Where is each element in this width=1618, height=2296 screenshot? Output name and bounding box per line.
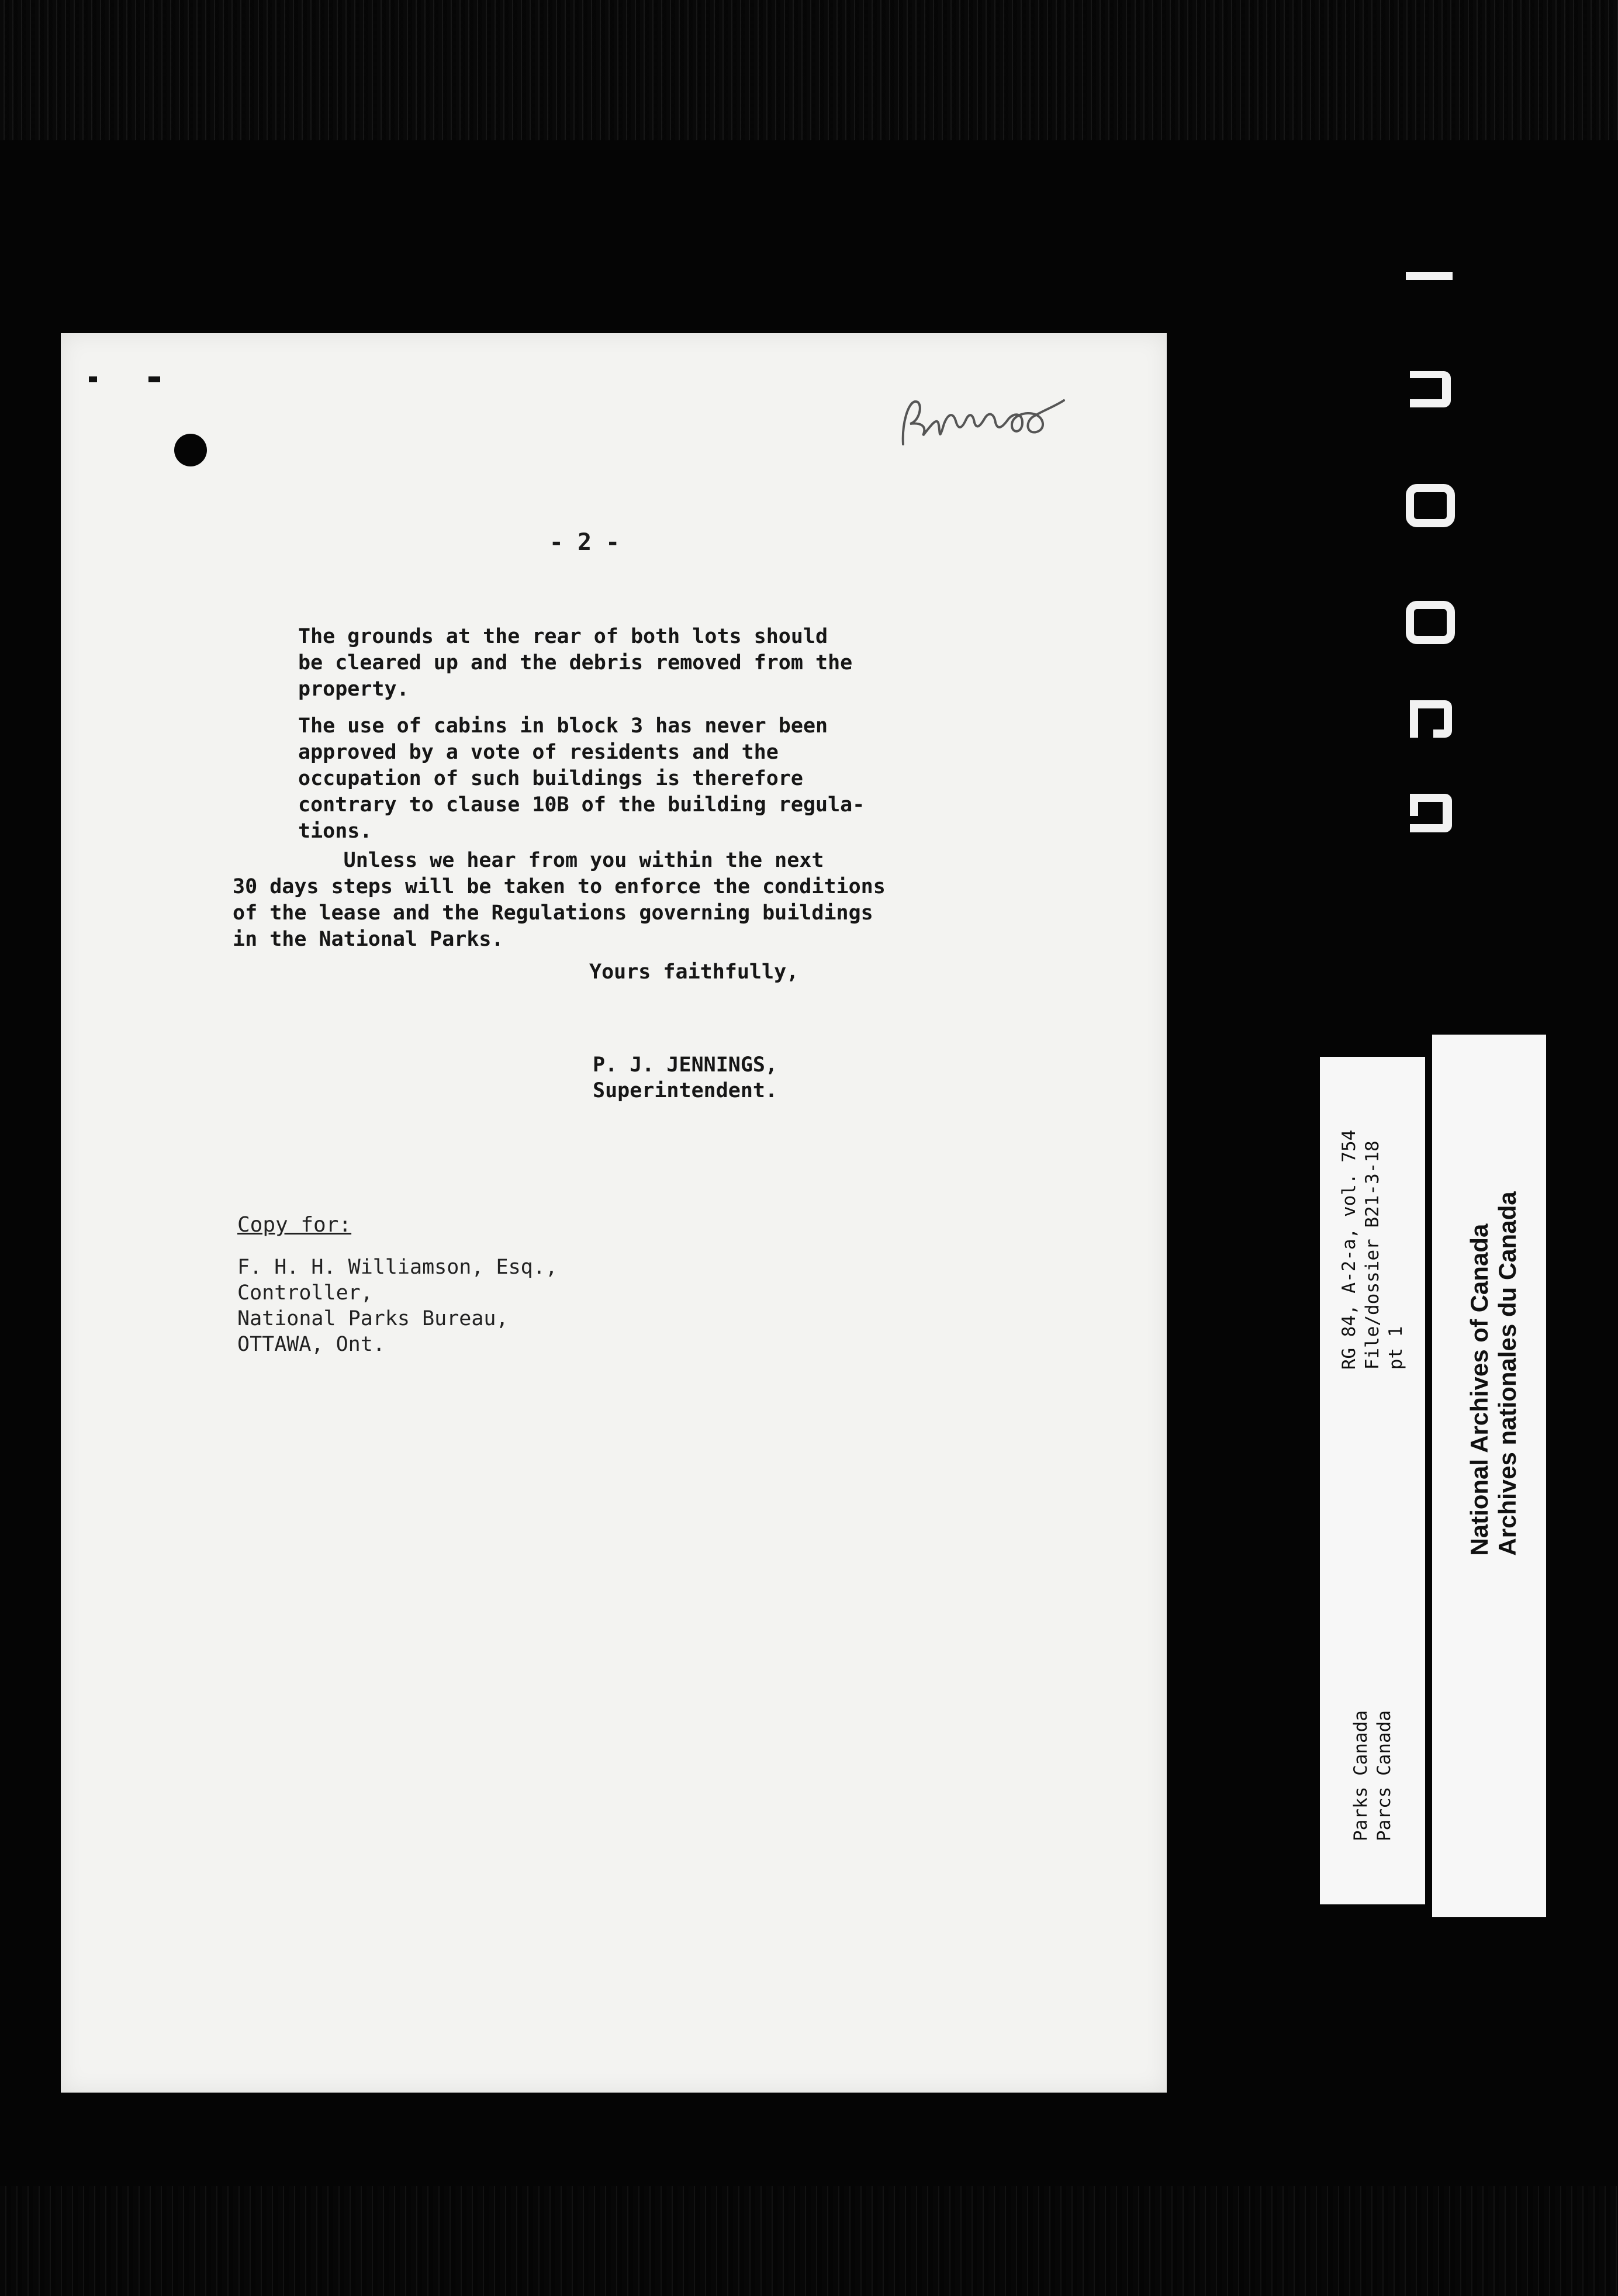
reference-line: RG 84, A-2-a, vol. 754: [1339, 1129, 1360, 1370]
copy-for-label: Copy for:: [237, 1213, 352, 1237]
institution-line: National Archives of Canada: [1465, 1223, 1493, 1556]
paragraph-notice: Unless we hear from you within the next 30 days steps will be taken to enforce the conditions of the lease and the Regulations governing buildings in the National Parks.: [233, 849, 886, 951]
handwritten-annotation: [897, 389, 1073, 453]
department-name: [1349, 1710, 1396, 1841]
archive-institution-card: [1432, 1035, 1546, 1917]
department-line: Parcs Canada: [1374, 1710, 1395, 1841]
closing: Yours faithfully,: [589, 960, 799, 984]
scan-noise-bottom: [0, 2186, 1618, 2296]
archive-reference: [1337, 1130, 1408, 1370]
frame-number: [1403, 245, 1473, 848]
addressee-block: F. H. H. Williamson, Esq., Controller, National Parks Bureau, OTTAWA, Ont.: [237, 1256, 558, 1356]
margin-tick: [148, 376, 160, 382]
reference-line: File/dossier B21-3-18: [1362, 1140, 1383, 1370]
reference-line: pt 1: [1385, 1326, 1406, 1370]
page-number: - 2 -: [549, 529, 620, 556]
archive-reference-card: [1320, 1057, 1425, 1904]
institution-line: Archives nationales du Canada: [1493, 1191, 1521, 1556]
institution-name: [1465, 1191, 1522, 1555]
document-sheet: [61, 333, 1167, 2093]
scan-noise-top: [0, 0, 1618, 140]
department-line: Parks Canada: [1350, 1710, 1371, 1841]
paragraph-cabins: The use of cabins in block 3 has never been approved by a vote of residents and the occupation of such buildings is therefore contrary to clause 10B of the building regula- tions.: [298, 714, 865, 843]
signature-block: P. J. JENNINGS, Superintendent.: [593, 1053, 778, 1102]
paragraph-grounds: The grounds at the rear of both lots should be cleared up and the debris removed from the property.: [298, 625, 853, 701]
punch-hole: [174, 434, 207, 466]
margin-tick: [89, 376, 97, 382]
